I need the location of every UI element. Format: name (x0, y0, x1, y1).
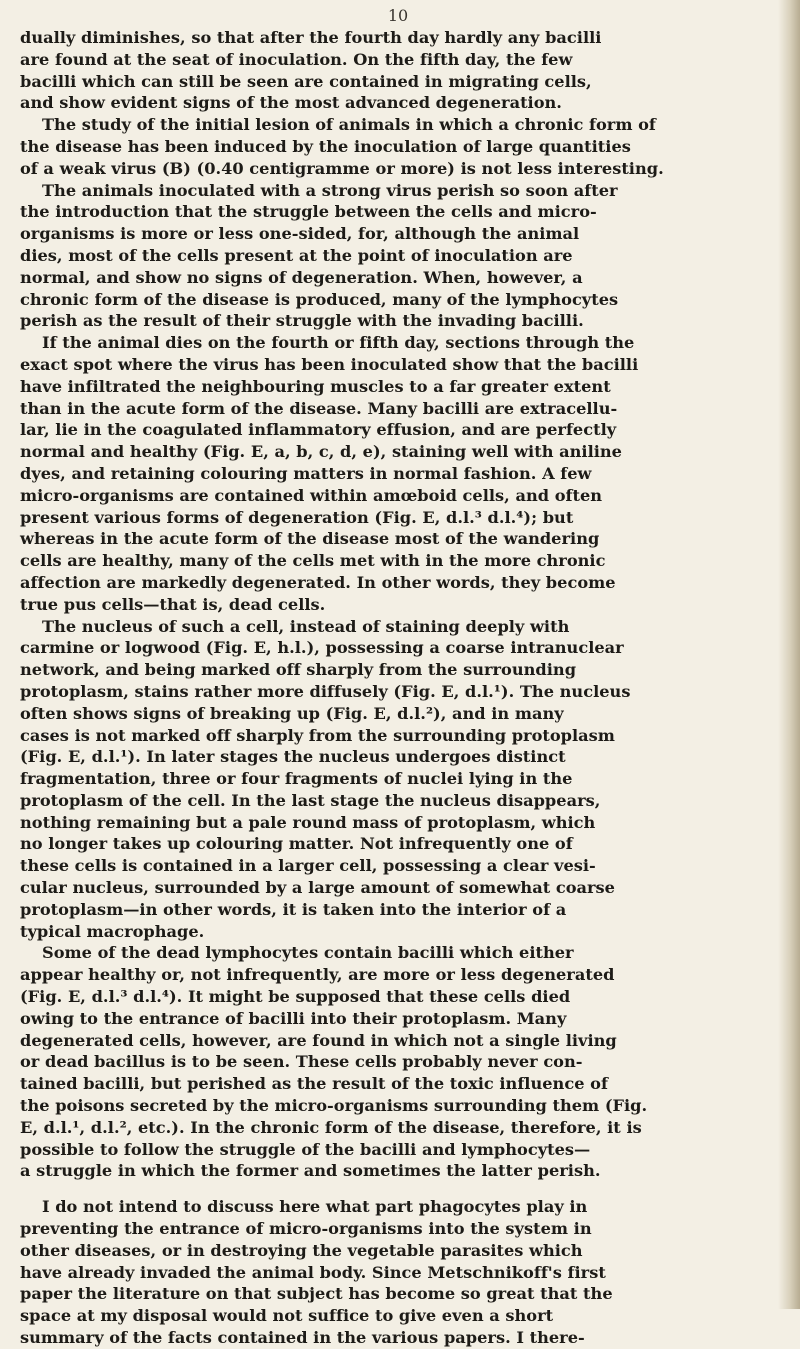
text-line: degenerated cells, however, are found in which not a single living (20, 1030, 617, 1050)
text-line: I do not intend to discuss here what part phagocytes play in (42, 1197, 588, 1217)
text-line: possible to follow the struggle of the bacilli and lymphocytes— (20, 1139, 591, 1159)
page-edge-shadow (778, 0, 800, 1309)
text-line: network, and being marked off sharply from the surrounding (20, 660, 577, 680)
text-line: the disease has been induced by the inoculation of large quantities (20, 136, 631, 156)
text-line: have infiltrated the neighbouring muscles to a far greater extent (20, 376, 611, 396)
text-line: these cells is contained in a larger cell, possessing a clear vesi- (20, 856, 596, 876)
text-line: have already invaded the animal body. Since Metschnikoff's first (20, 1262, 606, 1282)
text-line: normal, and show no signs of degeneration. When, however, a (20, 267, 583, 287)
text-line: the poisons secreted by the micro-organisms surrounding them (Fig. (20, 1096, 648, 1116)
text-line: preventing the entrance of micro-organisms into the system in (20, 1219, 592, 1239)
text-line: micro-organisms are contained within amœboid cells, and often (20, 485, 603, 505)
paragraph-gap (20, 1182, 768, 1196)
text-line: present various forms of degeneration (Fig. E, d.l.³ d.l.⁴); but (20, 507, 574, 527)
text-line: bacilli which can still be seen are contained in migrating cells, (20, 71, 592, 91)
text-line: cular nucleus, surrounded by a large amount of somewhat coarse (20, 878, 615, 898)
text-line: tained bacilli, but perished as the result of the toxic influence of (20, 1074, 608, 1094)
text-line: (Fig. E, d.l.³ d.l.⁴). It might be supposed that these cells died (20, 987, 571, 1007)
text-line: often shows signs of breaking up (Fig. E, d.l.²), and in many (20, 703, 564, 723)
text-line: space at my disposal would not suffice to give even a short (20, 1306, 554, 1326)
text-line: typical macrophage. (20, 921, 205, 941)
text-line: The study of the initial lesion of animals in which a chronic form of (42, 115, 656, 135)
text-line: perish as the result of their struggle with the invading bacilli. (20, 311, 584, 331)
text-line: the introduction that the struggle between the cells and micro- (20, 202, 597, 222)
text-line: owing to the entrance of bacilli into their protoplasm. Many (20, 1008, 567, 1028)
text-line: affection are markedly degenerated. In other words, they become (20, 572, 616, 592)
text-line: protoplasm—in other words, it is taken into the interior of a (20, 899, 567, 919)
text-line: cells are healthy, many of the cells met with in the more chronic (20, 551, 606, 571)
text-line: carmine or logwood (Fig. E, h.l.), possessing a coarse intranuclear (20, 638, 624, 658)
text-line: than in the acute form of the disease. Many bacilli are extracellu- (20, 398, 618, 418)
text-line: a struggle in which the former and sometimes the latter perish. (20, 1161, 601, 1181)
text-line: appear healthy or, not infrequently, are more or less degenerated (20, 965, 615, 985)
text-line: (Fig. E, d.l.¹). In later stages the nucleus undergoes distinct (20, 747, 566, 767)
text-line: or dead bacillus is to be seen. These cells probably never con- (20, 1052, 583, 1072)
text-line: E, d.l.¹, d.l.², etc.). In the chronic form of the disease, therefore, it is (20, 1117, 642, 1137)
text-line: are found at the seat of inoculation. On the fifth day, the few (20, 49, 573, 69)
text-line: organisms is more or less one-sided, for, although the animal (20, 224, 580, 244)
text-line: fragmentation, three or four fragments of nuclei lying in the (20, 769, 573, 789)
page-number: 10 (387, 6, 409, 25)
text-line: nothing remaining but a pale round mass of protoplasm, which (20, 812, 596, 832)
text-line: true pus cells—that is, dead cells. (20, 594, 326, 614)
text-line: other diseases, or in destroying the vegetable parasites which (20, 1240, 583, 1260)
text-line: lar, lie in the coagulated inflammatory effusion, and are perfectly (20, 420, 617, 440)
text-line: cases is not marked off sharply from the surrounding protoplasm (20, 725, 615, 745)
text-line: dies, most of the cells present at the point of inoculation are (20, 245, 573, 265)
text-line: If the animal dies on the fourth or fifth day, sections through the (42, 333, 635, 353)
text-line: and show evident signs of the most advanced degeneration. (20, 93, 562, 113)
text-line: dyes, and retaining colouring matters in normal fashion. A few (20, 463, 592, 483)
text-line: Some of the dead lymphocytes contain bacilli which either (42, 943, 574, 963)
text-line: The nucleus of such a cell, instead of staining deeply with (42, 616, 570, 636)
text-line: dually diminishes, so that after the fourth day hardly any bacilli (20, 28, 602, 47)
text-line: The animals inoculated with a strong virus perish so soon after (42, 180, 618, 200)
text-line: no longer takes up colouring matter. Not infrequently one of (20, 834, 573, 854)
text-line: protoplasm of the cell. In the last stage the nucleus disappears, (20, 790, 601, 810)
text-line: exact spot where the virus has been inoculated show that the bacilli (20, 354, 639, 374)
text-line: summary of the facts contained in the various papers. I there- (20, 1328, 585, 1348)
text-line: protoplasm, stains rather more diffusely (Fig. E, d.l.¹). The nucleus (20, 681, 631, 701)
body-text (20, 27, 768, 1349)
text-line: paper the literature on that subject has become so great that the (20, 1284, 613, 1304)
text-line: whereas in the acute form of the disease most of the wandering (20, 529, 600, 549)
text-line: chronic form of the disease is produced, many of the lymphocytes (20, 289, 619, 309)
text-line: of a weak virus (B) (0.40 centigramme or more) is not less interesting. (20, 158, 664, 178)
text-line: normal and healthy (Fig. E, a, b, c, d, e), staining well with aniline (20, 442, 622, 462)
